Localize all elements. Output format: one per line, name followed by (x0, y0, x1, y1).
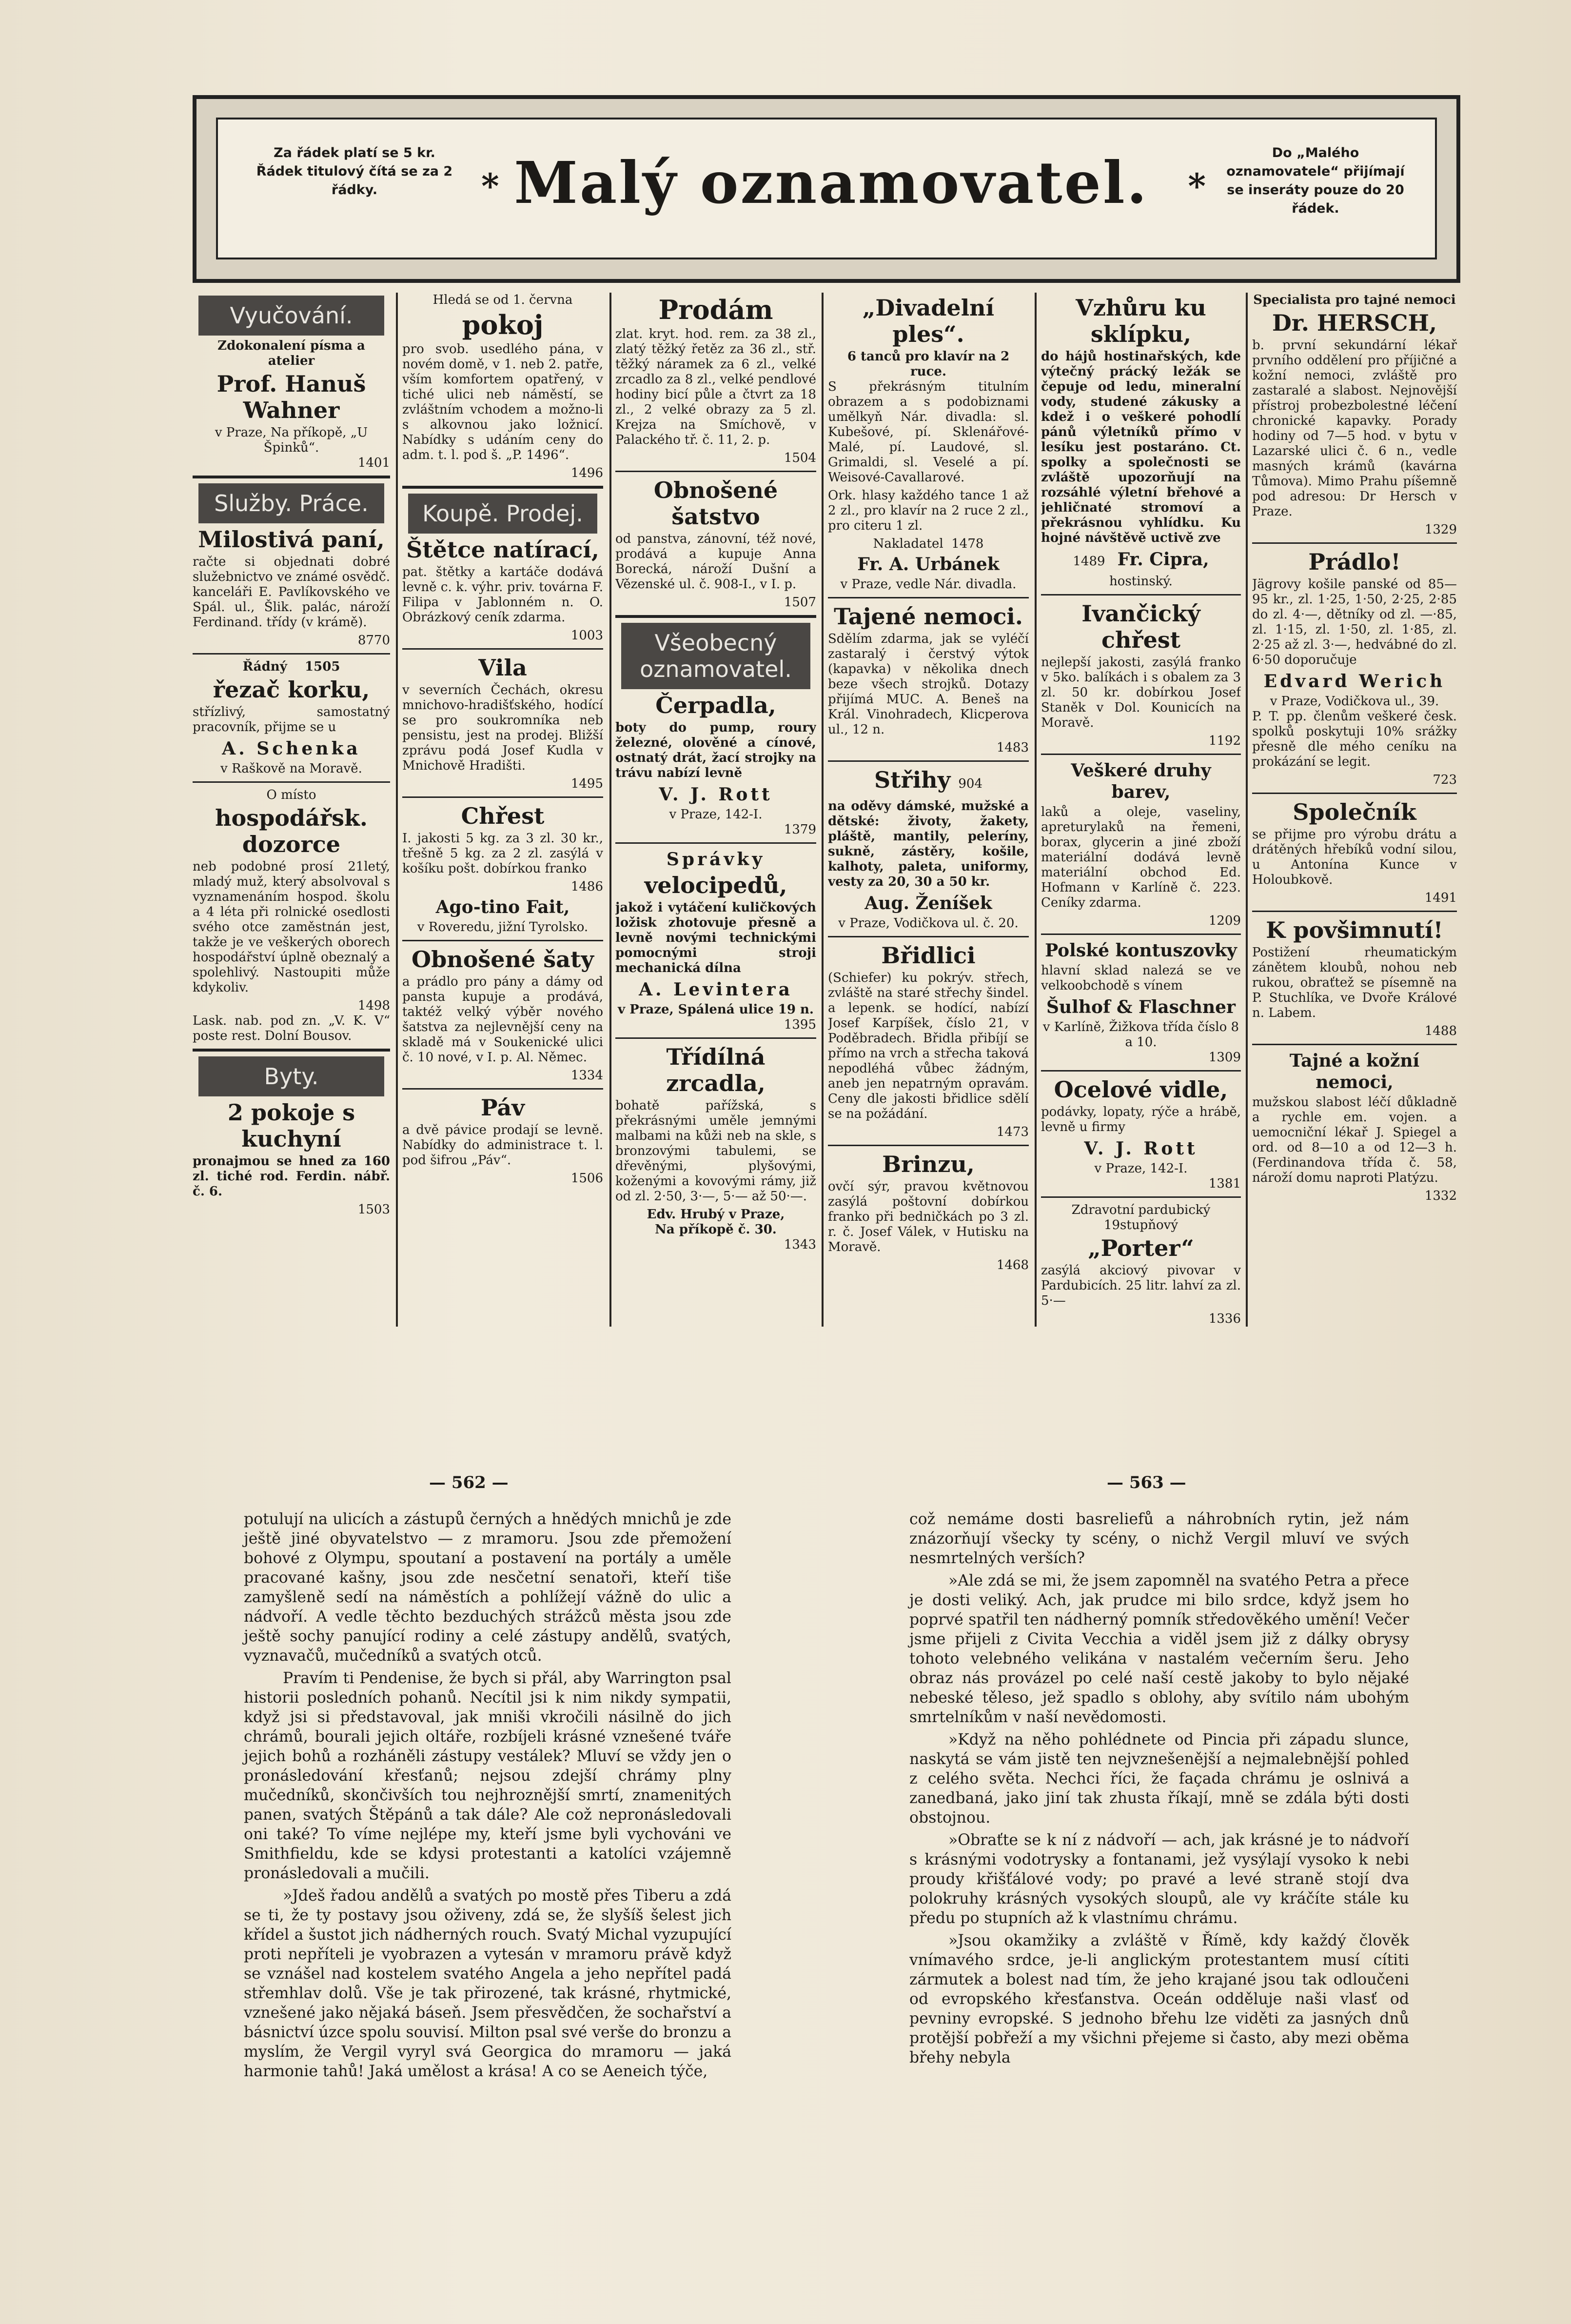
ad-intro: Nakladatel (873, 536, 943, 551)
ad-number: 1003 (570, 628, 603, 643)
ad-number: 1381 (1208, 1176, 1241, 1191)
paragraph: »Jdeš řadou andělů a svatých po mostě přes Tiberu a zdá se ti, že ty postavy jsou oživeny, zdá se, že slyšíš šelest jich křídel a šustot jich nádherných rouch. Svatý Michal vyzupující proti nepříteli je vyobrazen a vytesán v mramoru právě když se vznášel nad kostelem svatého Angela a jeho nepřítel padá střemhlav dolů. Vše je tak přirozené, tak krásné, rhytmické, vznešené jako nějaká báseň. Jsem přesvědčen, že sochařství a básnictví úzce spolu souvisí. Milton psal své verše do bronzu a myslím, že Vergil vyryl svá Georgica do mramoru — jaká harmonie tahů! Jaká umělost a krása! A co se Aeneich týče, (244, 1887, 731, 2080)
ad-title: Vila (478, 655, 527, 681)
ad-text: račte si objednati dobré služebnictvo ve známé osvědč. kanceláři E. Pavlíkovského ve Spál. ul., Šlik. palác, nároží Ferdinand. třídy (v krámě). (193, 555, 390, 630)
divider (402, 940, 603, 941)
paragraph: což nemáme dosti basreliefů a náhrobních rytin, jež nám znázorňují všecky ty scény, o nichž Vergil mluví ve svých nesmrtelných verších? (909, 1510, 1409, 1567)
paragraph: »Ale zdá se mi, že jsem zapomněl na svatého Petra a přece je dosti veliký. Ach, jak prudce mi bilo srdce, když jsem ho poprvé spatřil ten nádherný pomník středověkého umění! Večer jsme přijeli z Civita Vecchia a viděl jsem již z dálky obrysy tohoto velebného velikána v nastalém večerním šeru. Jeho obraz nás provázel po celé naší cestě jakoby to bylo nějaké nebeské těleso, jež spadlo s oblohy, aby svítilo nám ubohým smrtelníkům v naší nevědomosti. (909, 1572, 1409, 1726)
ad-address: Lask. nab. pod zn. „V. K. V“ poste rest. Dolní Bousov. (193, 1013, 390, 1043)
ad-firm: Edvard Werich (1263, 671, 1446, 692)
ad-title: Střihy (874, 767, 951, 793)
paragraph: »Jsou okamžiky a zvláště v Římě, kdy každý člověk vnímavého srdce, je-li anglickým protestantem musí cítiti zármutek a bolest nad tím, že jeho krajané jsou tak odloučeni od evropského křesťanstva. Oceán odděluje naši vlasť od pevniny evropské. S jednoho břehu lze viděti za jasných dnů protější pobřeží a my všichni přejeme si často, aby mezi oběma břehy nebyla (909, 1932, 1409, 2066)
ad-title: „Divadelní ples“. (862, 295, 995, 347)
ad-title: K povšimnutí! (1266, 917, 1443, 943)
ad-number: 1478 (951, 536, 984, 551)
ad-text: laků a oleje, vaseliny, apreturylaků na řemeni, borax, glycerin a jiné zboží materiální dodává levně materiální obchod Ed. Hofmann v Karlíně č. 223. Ceníky zdarma. (1041, 805, 1241, 910)
divider (402, 796, 603, 798)
ad-subtitle: 6 tanců pro klavír na 2 ruce. (847, 349, 1010, 379)
ad-firm: Ago-tino Fait, (435, 897, 570, 917)
divider (193, 781, 390, 783)
ad-address: v Praze, Spálená ulice 19 n. (618, 1002, 814, 1017)
star-ornament-left: * (481, 166, 499, 206)
ad-address: v Praze, Vodičkova ul., 39. (1270, 694, 1439, 709)
ad-text: (Schiefer) ku pokrýv. střech, zvláště na staré střechy šindel. a lepenk. se hodící, nabízí Josef Karpíšek, číslo 21, v Poděbradech. Břidla přibíjí se přímo na vrch a střecha taková nepodléhá vůbec žádným, aneb jen nepatrným opravám. Ceny dle jakosti břidlice sdělí se na požádání. (828, 971, 1029, 1121)
ad-address: v Raškově na Moravě. (220, 761, 362, 776)
ad-title: Štětce natírací, (406, 536, 599, 563)
divider (1252, 793, 1457, 794)
ad-number: 1343 (784, 1237, 816, 1252)
divider (402, 1088, 603, 1090)
divider (1041, 1070, 1241, 1072)
ad-title: řezač korku, (213, 676, 370, 703)
ad-number: 1336 (1208, 1311, 1241, 1326)
ad-number: 1209 (1208, 914, 1241, 928)
ad-number: 1468 (996, 1258, 1029, 1272)
ad-title: Ocelové vidle, (1054, 1076, 1228, 1103)
ad-text: neb podobné prosí 21letý, mladý muž, který absolvoval s vyznamenáním hospod. školu a 4 léta při rolnické osedlosti svého otce zaměstnán jest, takže je ve veškerých oborech hospodářství úplně obeznalý a spolehlivý. Nastoupiti může kdykoliv. (193, 859, 390, 995)
ad-text: S překrásným titulním obrazem a s podobiznami umělkyň Nár. divadla: sl. Kubešové, pí. Sklenářové-Malé, pí. Laudové, sl. Grimaldi, sl. Veselé a pí. Weisové-Cavallarové. (828, 379, 1029, 485)
paragraph: »Když na něho pohlédnete od Pincia při západu slunce, naskytá se vám jistě ten nejvznešenější a nejmalebnější pohled z celého světa. Nechci říci, že façada chrámu je oslnivá a zanedbaná, jako jiní tak zhusta říkají, mně se zdála býti dosti obstojnou. (909, 1731, 1409, 1827)
ad-number: 1309 (1208, 1050, 1241, 1065)
ad-number: 1486 (570, 879, 603, 894)
ad-text: na oděvy dámské, mužské a dětské: životy, žakety, pláště, mantily, peleríny, sukně, zástěry, košile, kalhoty, paleta, uniformy, vesty za 20, 30 a 50 kr. (828, 799, 1029, 889)
ad-text: od panstva, zánovní, též nové, prodává a kupuje Anna Borecká, nároží Dušní a Vězenské ul. č. 908-I., v I. p. (615, 532, 816, 592)
ad-text: Ork. hlasy každého tance 1 až 2 zl., pro klavír na 2 ruce 2 zl., pro citeru 1 zl. (828, 488, 1029, 533)
ad-intro: Zdravotní pardubický 19stupňový (1071, 1203, 1211, 1232)
section-banner-general: Všeobecný oznamovatel. (621, 623, 810, 689)
ad-text: a dvě pávice prodají se levně. Nabídky do administrace t. l. pod šifrou „Páv“. (402, 1123, 603, 1168)
ad-title: pokoj (462, 309, 544, 340)
ad-number: 1506 (570, 1171, 603, 1186)
ad-text: hlavní sklad nalezá se ve velkoobchodě s vínem (1041, 963, 1241, 993)
ad-text: pronajmou se hned za 160 zl. tiché rod. Ferdin. nábř. č. 6. (193, 1154, 390, 1199)
ad-text: ovčí sýr, pravou květnovou zasýlá poštovní dobírkou franko při bedničkách po 3 zl. r. č. Josef Válek, v Hutisku na Moravě. (828, 1179, 1029, 1254)
ad-number: 1192 (1208, 734, 1241, 748)
column-rule (609, 293, 611, 1327)
ad-address: v Karlíně, Žižkova třída číslo 8 a 10. (1042, 1020, 1239, 1050)
masthead-frame (216, 118, 1437, 259)
ad-intro: Specialista pro tajné nemoci (1253, 293, 1456, 307)
ad-title: Čerpadla, (655, 692, 776, 718)
ad-number: 904 (958, 776, 982, 791)
divider (193, 653, 390, 655)
star-ornament-right: * (1188, 166, 1206, 206)
ad-address: v Praze, Na příkopě, „U Špinků“. (215, 425, 368, 455)
column-rule (396, 293, 398, 1327)
page-number-right: — 563 — (1107, 1473, 1186, 1492)
ad-title: Tajené nemoci. (834, 603, 1023, 630)
ad-text: Postižení rheumatickým zánětem kloubů, nohou neb rukou, obraťtež se písemně na P. Stuchlíka, ve Dvoře Králové n. Labem. (1252, 945, 1457, 1020)
ad-number: 723 (1433, 773, 1457, 787)
ad-text: P. T. pp. členům veškeré česk. spolků poskytuji 10% srážky přesně dle mého ceníku na prokázání se legit. (1252, 709, 1457, 769)
ad-title: Milostivá paní, (198, 526, 385, 553)
ad-text: podávky, lopaty, rýče a hrábě, levně u firmy (1041, 1105, 1241, 1134)
ad-column-4 (828, 293, 1029, 1327)
ad-title: Veškeré druhy barev, (1071, 760, 1211, 802)
masthead (193, 95, 1460, 283)
divider (1041, 934, 1241, 935)
ad-number: 1489 (1073, 554, 1105, 569)
ad-text: b. první sekundární lékař prvního oddělení pro příjičné a kožní nemoci, zvláště pro zastaralé a slabost. Nejnovější přístroj probezbolestné léčení chronické kapavky. Porady hodiny od 7—5 hod. v bytu v Lazarské ulici č. 6 n., vedle masných krámů (kavárna Tůmova). Mimo Prahu píšemně pod adresou: Dr Hersch v Praze. (1252, 338, 1457, 519)
ad-role: hostinský. (1109, 574, 1173, 589)
ad-title: Dr. HERSCH, (1272, 310, 1437, 336)
ad-text: Sdělím zdarma, jak se vyléčí zastaralý i čerstvý výtok (kapavka) v několika dnech beze všech strojků. Dotazy přijímá MUC. A. Beneš na Král. Vinohradech, Klicperova ul., 12 n. (828, 632, 1029, 737)
section-banner-lessons: Vyučování. (198, 296, 384, 336)
paragraph: Pravím ti Pendenise, že bych si přál, aby Warrington psal historii posledních pohanů. Necítil jsi k nim nikdy sympatii, když jsi si představoval, jak mniši vkročili násilně do jich chrámů, bourali jejich oltáře, rozbíjeli krásné vznešené tváře jejich bohů a rozháněli zástupy vestálek? Mluví se vždy jen o pronásledování křesťanů; nejsou zdejší chrámy plny mučedníků, skončivších tou nejhroznější smrtí, znamenitých panen, svatých Štěpánů a tak dále? Ale což nepronásledovali oni také? To víme nejlépe my, kteří jsme byli vychováni ve Smithfieldu, kde se kdysi protestanti a katolíci vzájemně pronásledovali a mučili. (244, 1669, 731, 1882)
article-left-page (244, 1510, 731, 2084)
ad-title: Společník (1293, 799, 1416, 825)
ad-text: nejlepší jakosti, zasýlá franko v 5ko. balíkách i s obalem za 3 zl. 50 kr. dobírkou Josef Staněk v Dol. Kounicích na Moravě. (1041, 655, 1241, 730)
ad-title: Prof. Hanuš Wahner (216, 371, 366, 423)
ad-firm: V. J. Rott (659, 784, 773, 805)
ad-firm: Fr. A. Urbánek (857, 554, 1000, 575)
ad-number: 1332 (1424, 1189, 1457, 1203)
ad-text: Jägrovy košile panské od 85—95 kr., zl. 1·25, 1·50, 2·25, 2·85 do zl. 4·—, dětníky od zl. —·85, zl. 1·15, zl. 1·50, zl. 1·85, zl. 2·25 až zl. 3·—, hedvábné do zl. 6·50 doporučuje (1252, 577, 1457, 667)
ad-number: 1507 (784, 595, 816, 610)
ad-column-5 (1041, 293, 1241, 1327)
ad-column-2 (402, 293, 603, 1327)
ad-number: 1498 (357, 998, 390, 1013)
divider (1041, 594, 1241, 596)
divider (1041, 1196, 1241, 1198)
ad-title: 2 pokoje s kuchyní (227, 1099, 355, 1152)
ad-text: pro svob. usedlého pána, v novém domě, v 1. neb 2. patře, vším komfortem opatřený, v tiché ulici neb náměstí, se zvláštním vchodem a možno-li s alkovnou jako ložnicí. Nabídky s udáním ceny do adm. t. l. pod š. „P. 1496“. (402, 342, 603, 462)
ad-number: 1504 (784, 451, 816, 465)
divider (615, 1037, 816, 1039)
ad-number: 1334 (570, 1068, 603, 1083)
ad-firm: Aug. Ženíšek (864, 893, 992, 914)
divider (1252, 911, 1457, 912)
ad-title: Brinzu, (882, 1151, 975, 1177)
ad-title: Třídílná zrcadla, (666, 1044, 766, 1096)
ad-title: Tajné a kožní nemoci, (1289, 1051, 1420, 1092)
ad-number: 1473 (996, 1125, 1029, 1139)
ad-title: Chřest (461, 803, 545, 829)
section-banner-trade: Koupě. Prodej. (408, 494, 597, 534)
ad-title: Vzhůru ku sklípku, (1076, 295, 1206, 347)
ad-column-6 (1252, 293, 1457, 1327)
ad-title: Polské kontuszovky (1045, 940, 1237, 961)
ad-firm: A. Schenka (222, 738, 361, 759)
ad-address: v Praze, 142-I. (1094, 1161, 1188, 1176)
masthead-limit-note: Do „Malého oznamovatele“ přijímají se inseráty pouze do 20 řádek. (1226, 145, 1405, 216)
ad-title: Prádlo! (1308, 549, 1401, 575)
divider (615, 471, 816, 472)
divider (402, 486, 603, 489)
ad-title: Páv (481, 1094, 525, 1121)
ad-firm: V. J. Rott (1084, 1138, 1198, 1159)
ad-title: Prodám (658, 294, 773, 325)
ad-number: 1505 (305, 659, 340, 674)
ad-number: 1496 (570, 466, 603, 480)
ad-text: zasýlá akciový pivovar v Pardubicích. 25 litr. lahví za zl. 5·— (1041, 1263, 1241, 1308)
ad-text: bohatě pařížská, s překrásnými uměle jemnými malbami na kůži neb na skle, s bronzovými tabulemi, se dřevěnými, plyšovými, koženými a kovovými rámy, již od zl. 2·50, 3·—, 5·— až 50·—. (615, 1098, 816, 1204)
ad-number: 1488 (1424, 1024, 1457, 1038)
ad-firm: A. Levintera (639, 979, 793, 1000)
divider (615, 842, 816, 844)
divider (828, 936, 1029, 937)
ad-text: a prádlo pro pány a dámy od pansta kupuje a prodává, taktéž velký výběr nového šatstva za nejlevnější ceny na skladě má v Soukenické ulici č. 10 nové, v I. p. Al. Němec. (402, 974, 603, 1065)
ad-column-1 (193, 293, 390, 1327)
ad-address: v Roveredu, jižní Tyrolsko. (417, 920, 589, 934)
ad-number: 1401 (357, 456, 390, 470)
section-banner-flats: Byty. (198, 1056, 384, 1096)
ad-title: „Porter“ (1088, 1235, 1194, 1261)
ad-intro: Zdokonalení písma a atelier (217, 338, 365, 368)
divider (402, 648, 603, 650)
ad-address: v Praze, 142-I. (669, 807, 763, 822)
ad-title: Obnošené šaty (412, 946, 594, 973)
divider (615, 615, 816, 618)
page-number-left: — 562 — (429, 1473, 509, 1492)
ad-text: v severních Čechách, okresu mnichovo-hradišťského, hodící se pro soukromníka neb pensistu, jest na prodej. Bližší zprávu podá Josef Kudla v Mnichově Hradišti. (402, 683, 603, 773)
ad-address: v Praze, vedle Nár. divadla. (840, 577, 1017, 592)
masthead-rate-note: Za řádek platí se 5 kr. Řádek titulový čítá se za 2 řádky. (256, 145, 453, 198)
ad-number: 1503 (357, 1202, 390, 1217)
ad-text: střízlivý, samostatný pracovník, přijme se u (193, 705, 390, 735)
ad-number: 8770 (357, 633, 390, 648)
ad-text: se přijme pro výrobu drátu a drátěných hřebíků vodní silou, u Antonína Kunce v Holoubkově. (1252, 827, 1457, 887)
ad-address: v Praze, Vodičkova ul. č. 20. (838, 916, 1019, 931)
ad-text: do hájů hostinařských, kde výtečný prácký ležák se čepuje od ledu, mineralní vody, studené zákusky a kdež i o veškeré pohodlí pánů výletníků přímo v lesíku jest postaráno. Ct. spolky a společnosti se zvláště upozorňují na rozsáhlé výletní břehové a jehličnaté stromoví a překrásnou vyhlídku. Ku hojné návštěvě uctivě zve (1041, 349, 1241, 545)
article-right-page (909, 1510, 1409, 2070)
divider (193, 476, 390, 478)
divider (1252, 1044, 1457, 1045)
ad-intro: O místo (266, 788, 316, 802)
ad-number: 1379 (784, 822, 816, 837)
ad-firm: Fr. Cipra, (1117, 549, 1209, 570)
section-banner-services: Služby. Práce. (198, 483, 384, 523)
ad-title: Ivančický chřest (1081, 600, 1200, 653)
ad-column-3 (615, 293, 816, 1327)
divider (1041, 754, 1241, 755)
ad-address: Na příkopě č. 30. (655, 1222, 777, 1237)
ad-intro: Řádný (242, 659, 287, 674)
divider (828, 597, 1029, 598)
ad-number: 1483 (996, 740, 1029, 755)
divider (193, 1049, 390, 1052)
divider (1252, 542, 1457, 544)
divider (828, 1145, 1029, 1146)
ad-firm: Edv. Hrubý v Praze, (647, 1207, 785, 1222)
ad-number: 1395 (784, 1017, 816, 1032)
ad-number: 1491 (1424, 891, 1457, 905)
paragraph: potulují na ulicích a zástupů černých a hnědých mnichů je zde ještě jiné obyvatelstvo — z mramoru. Jsou zde přemožení bohové z Olympu, spoutaní a postavení na portály a uměle pracované kašny, jsou zde nesčetní senatoři, kteří tiše zamyšleně sedí na náměstích a pohlížejí vážně do ulic a nádvoří. A vedle těchto bezduchých strážců města jsou zde ještě sochy panující rodiny a celé zástupy andělů, svatých, vyznavačů, mučedníků a svatých otců. (244, 1510, 731, 1665)
ad-text: zlat. kryt. hod. rem. za 38 zl., zlatý těžký řetěz za 36 zl., stř. těžký náramek za 6 zl., velké zrcadlo za 8 zl., velké pendlové hodiny bicí půle a čtvrt za 18 zl., 2 velké obrazy za 5 zl. Krejza na Smíchově, v Palackého tř. č. 11, 2. p. (615, 327, 816, 447)
ad-title: Obnošené šatstvo (653, 477, 778, 530)
divider (828, 760, 1029, 762)
paragraph: »Obraťte se k ní z nádvoří — ach, jak krásné je to nádvoří s krásnými vodotrysky a fontanami, jež vysýlají vysoko k nebi proudy křišťálové vody; po pravé a levé straně stojí dva polokruhy krásných vysokých sloupů, ale vy kráčíte stále ku předu po stupních až k vlastnímu chrámu. (909, 1831, 1409, 1927)
ad-firm: Šulhof & Flaschner (1046, 997, 1236, 1017)
ad-title: Břidlici (881, 942, 976, 969)
column-rule (1246, 293, 1248, 1327)
ad-text: pat. štětky a kartáče dodává levně c. k. výhr. priv. továrna F. Filipa v Jablonném n. O. Obrázkový ceník zdarma. (402, 565, 603, 625)
ad-number: 1495 (570, 776, 603, 791)
ad-text: mužskou slabost léčí důkladně a rychle em. vojen. a uemocniční lékař J. Spiegel a ord. od 8—10 a od 12—3 h. (Ferdinandova třída č. 58, nároží domu naproti Platýzu. (1252, 1095, 1457, 1185)
column-rule (1035, 293, 1037, 1327)
ad-intro: Hledá se od 1. června (432, 293, 573, 307)
ad-title: hospodářsk. dozorce (215, 805, 368, 857)
ad-title: velocipedů, (644, 872, 787, 898)
ad-text: jakož i vytáčení kuličkových ložisk zhotovuje přesně a levně novými technickými pomocnými stroji mechanická dílna (615, 900, 816, 975)
ad-text: boty do pump, roury železné, olověné a cínové, ostnatý drát, žací strojky na trávu nabízí levně (615, 720, 816, 780)
ad-text: I. jakosti 5 kg. za 3 zl. 30 kr., třešně 5 kg. za 2 zl. zasýlá v košíku pošt. dobírkou franko (402, 831, 603, 876)
ad-number: 1329 (1424, 522, 1457, 537)
column-rule (822, 293, 824, 1327)
masthead-title: Malý oznamovatel. (514, 149, 1149, 217)
ad-title: Správky (666, 849, 766, 870)
